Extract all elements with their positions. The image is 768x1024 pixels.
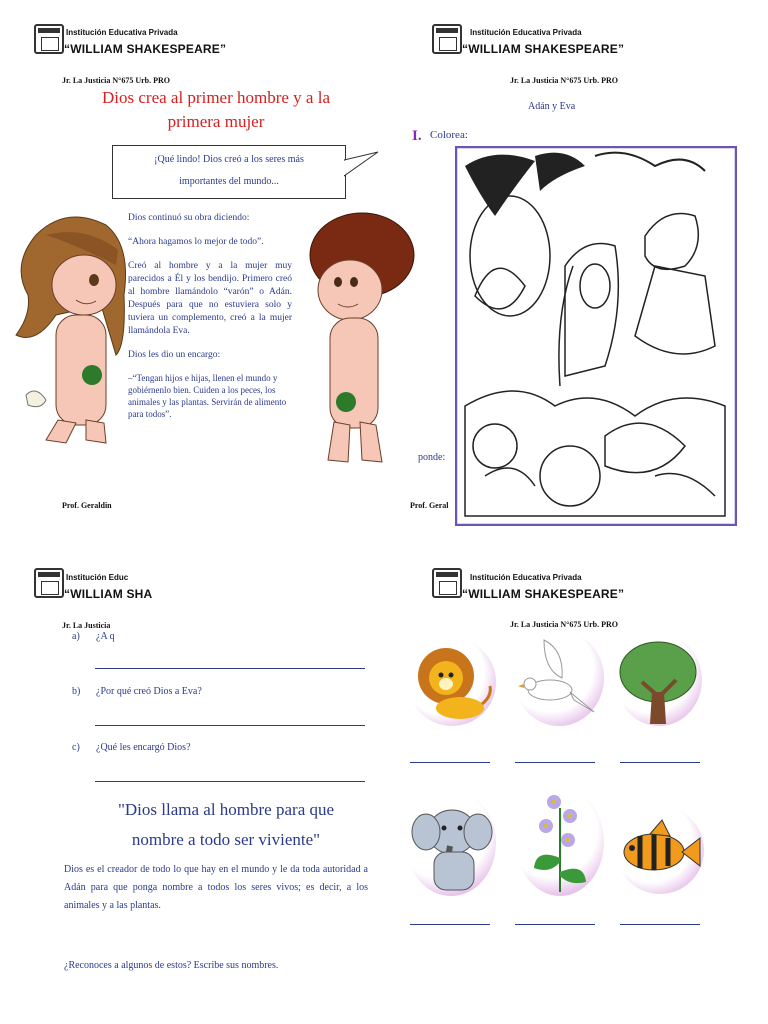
page2-side-text: ponde: (418, 452, 446, 463)
adam-and-eve-coloring-picture (455, 146, 737, 526)
name-line-2[interactable] (515, 762, 595, 763)
adam-cartoon-illustration (300, 210, 420, 470)
page1-text-column (128, 212, 292, 420)
institution-line1-cut: Institución Educ (66, 573, 129, 582)
address: Jr. La Justicia N°675 Urb. PRO (510, 76, 619, 85)
page1-p5: –“Tengan hijos e hijas, llenen el mundo y gobiérnenlo bien. Cuiden a los peces, los animales y las plantas. Servirán de alimento para todos”. (128, 373, 287, 419)
school-logo (432, 24, 462, 54)
page1-p4: Dios les dio un encargo: (128, 350, 221, 360)
recognize-question: ¿Reconoces a algunos de estos? Escribe sus nombres. (64, 960, 279, 971)
page1-title-line1: Dios crea al primer hombre y a la (102, 88, 330, 107)
page3-title-line1: "Dios llama al hombre para que (117, 800, 335, 819)
institution-name: “WILLIAM SHAKESPEARE” (64, 42, 227, 56)
flower-picture (516, 788, 604, 896)
answer-line-a[interactable] (95, 668, 365, 669)
name-line-6[interactable] (620, 924, 700, 925)
page3-title-line2: nombre a todo ser viviente" (131, 830, 321, 849)
institution-name: “WILLIAM SHAKESPEARE” (462, 42, 625, 56)
eve-cartoon-illustration (6, 205, 136, 455)
lion-picture (408, 638, 496, 726)
institution-line1: Institución Educativa Privada (470, 28, 582, 37)
institution-line1: Institución Educativa Privada (66, 28, 178, 37)
section-numeral: I. (412, 128, 422, 144)
tree-picture (616, 634, 702, 726)
school-logo (34, 24, 64, 54)
speech-bubble-tail (344, 150, 380, 180)
institution-name: “WILLIAM SHAKESPEARE” (462, 587, 625, 601)
name-line-3[interactable] (620, 762, 700, 763)
page2-teacher: Prof. Geral (410, 501, 449, 510)
name-line-4[interactable] (410, 924, 490, 925)
page2-subtitle: Adán y Eva (528, 101, 576, 112)
school-logo (34, 568, 64, 598)
answer-line-b[interactable] (95, 725, 365, 726)
page3-title (66, 795, 386, 855)
page3-paragraph: Dios es el creador de todo lo que hay en el mundo y le da toda autoridad a Adán para que ponga nombre a todos los seres vivos; es decir, a los animales y a las plantas. (64, 864, 368, 911)
name-line-1[interactable] (410, 762, 490, 763)
page1-p2: “Ahora hagamos lo mejor de todo”. (128, 237, 264, 247)
question-c: ¿Qué les encargó Dios? (96, 742, 191, 753)
address: Jr. La Justicia N°675 Urb. PRO (62, 76, 171, 85)
page1-teacher: Prof. Geraldin (62, 501, 112, 510)
question-b-label: b) (72, 686, 81, 697)
address-cut: Jr. La Justicia (62, 621, 111, 630)
elephant-picture (406, 790, 496, 896)
question-a-label: a) (72, 631, 80, 642)
dove-picture (514, 630, 604, 726)
institution-line1: Institución Educativa Privada (470, 573, 582, 582)
page1-p3: Creó al hombre y a la mujer muy parecidos a Él y los bendijo. Primero creó al hombre llamándolo “varón” o Adán. Después para que no estuviera solo y tuviera un complemento, creó a la mujer llamándola Eva. (128, 261, 292, 336)
name-line-5[interactable] (515, 924, 595, 925)
school-logo (432, 568, 462, 598)
page1-title (60, 86, 372, 134)
color-instruction: Colorea: (430, 129, 468, 141)
question-b: ¿Por qué creó Dios a Eva? (96, 686, 202, 697)
speech-bubble (112, 145, 346, 199)
bubble-line2: importantes del mundo... (179, 176, 279, 187)
bubble-line1: ¡Qué lindo! Dios creó a los seres más (154, 154, 304, 165)
answer-line-c[interactable] (95, 781, 365, 782)
address: Jr. La Justicia N°675 Urb. PRO (510, 620, 619, 629)
question-a: ¿A q (96, 631, 115, 642)
institution-name-cut: “WILLIAM SHA (64, 587, 153, 601)
page1-p1: Dios continuó su obra diciendo: (128, 213, 250, 223)
question-c-label: c) (72, 742, 80, 753)
page1-title-line2: primera mujer (167, 112, 265, 131)
fish-picture (616, 806, 704, 894)
